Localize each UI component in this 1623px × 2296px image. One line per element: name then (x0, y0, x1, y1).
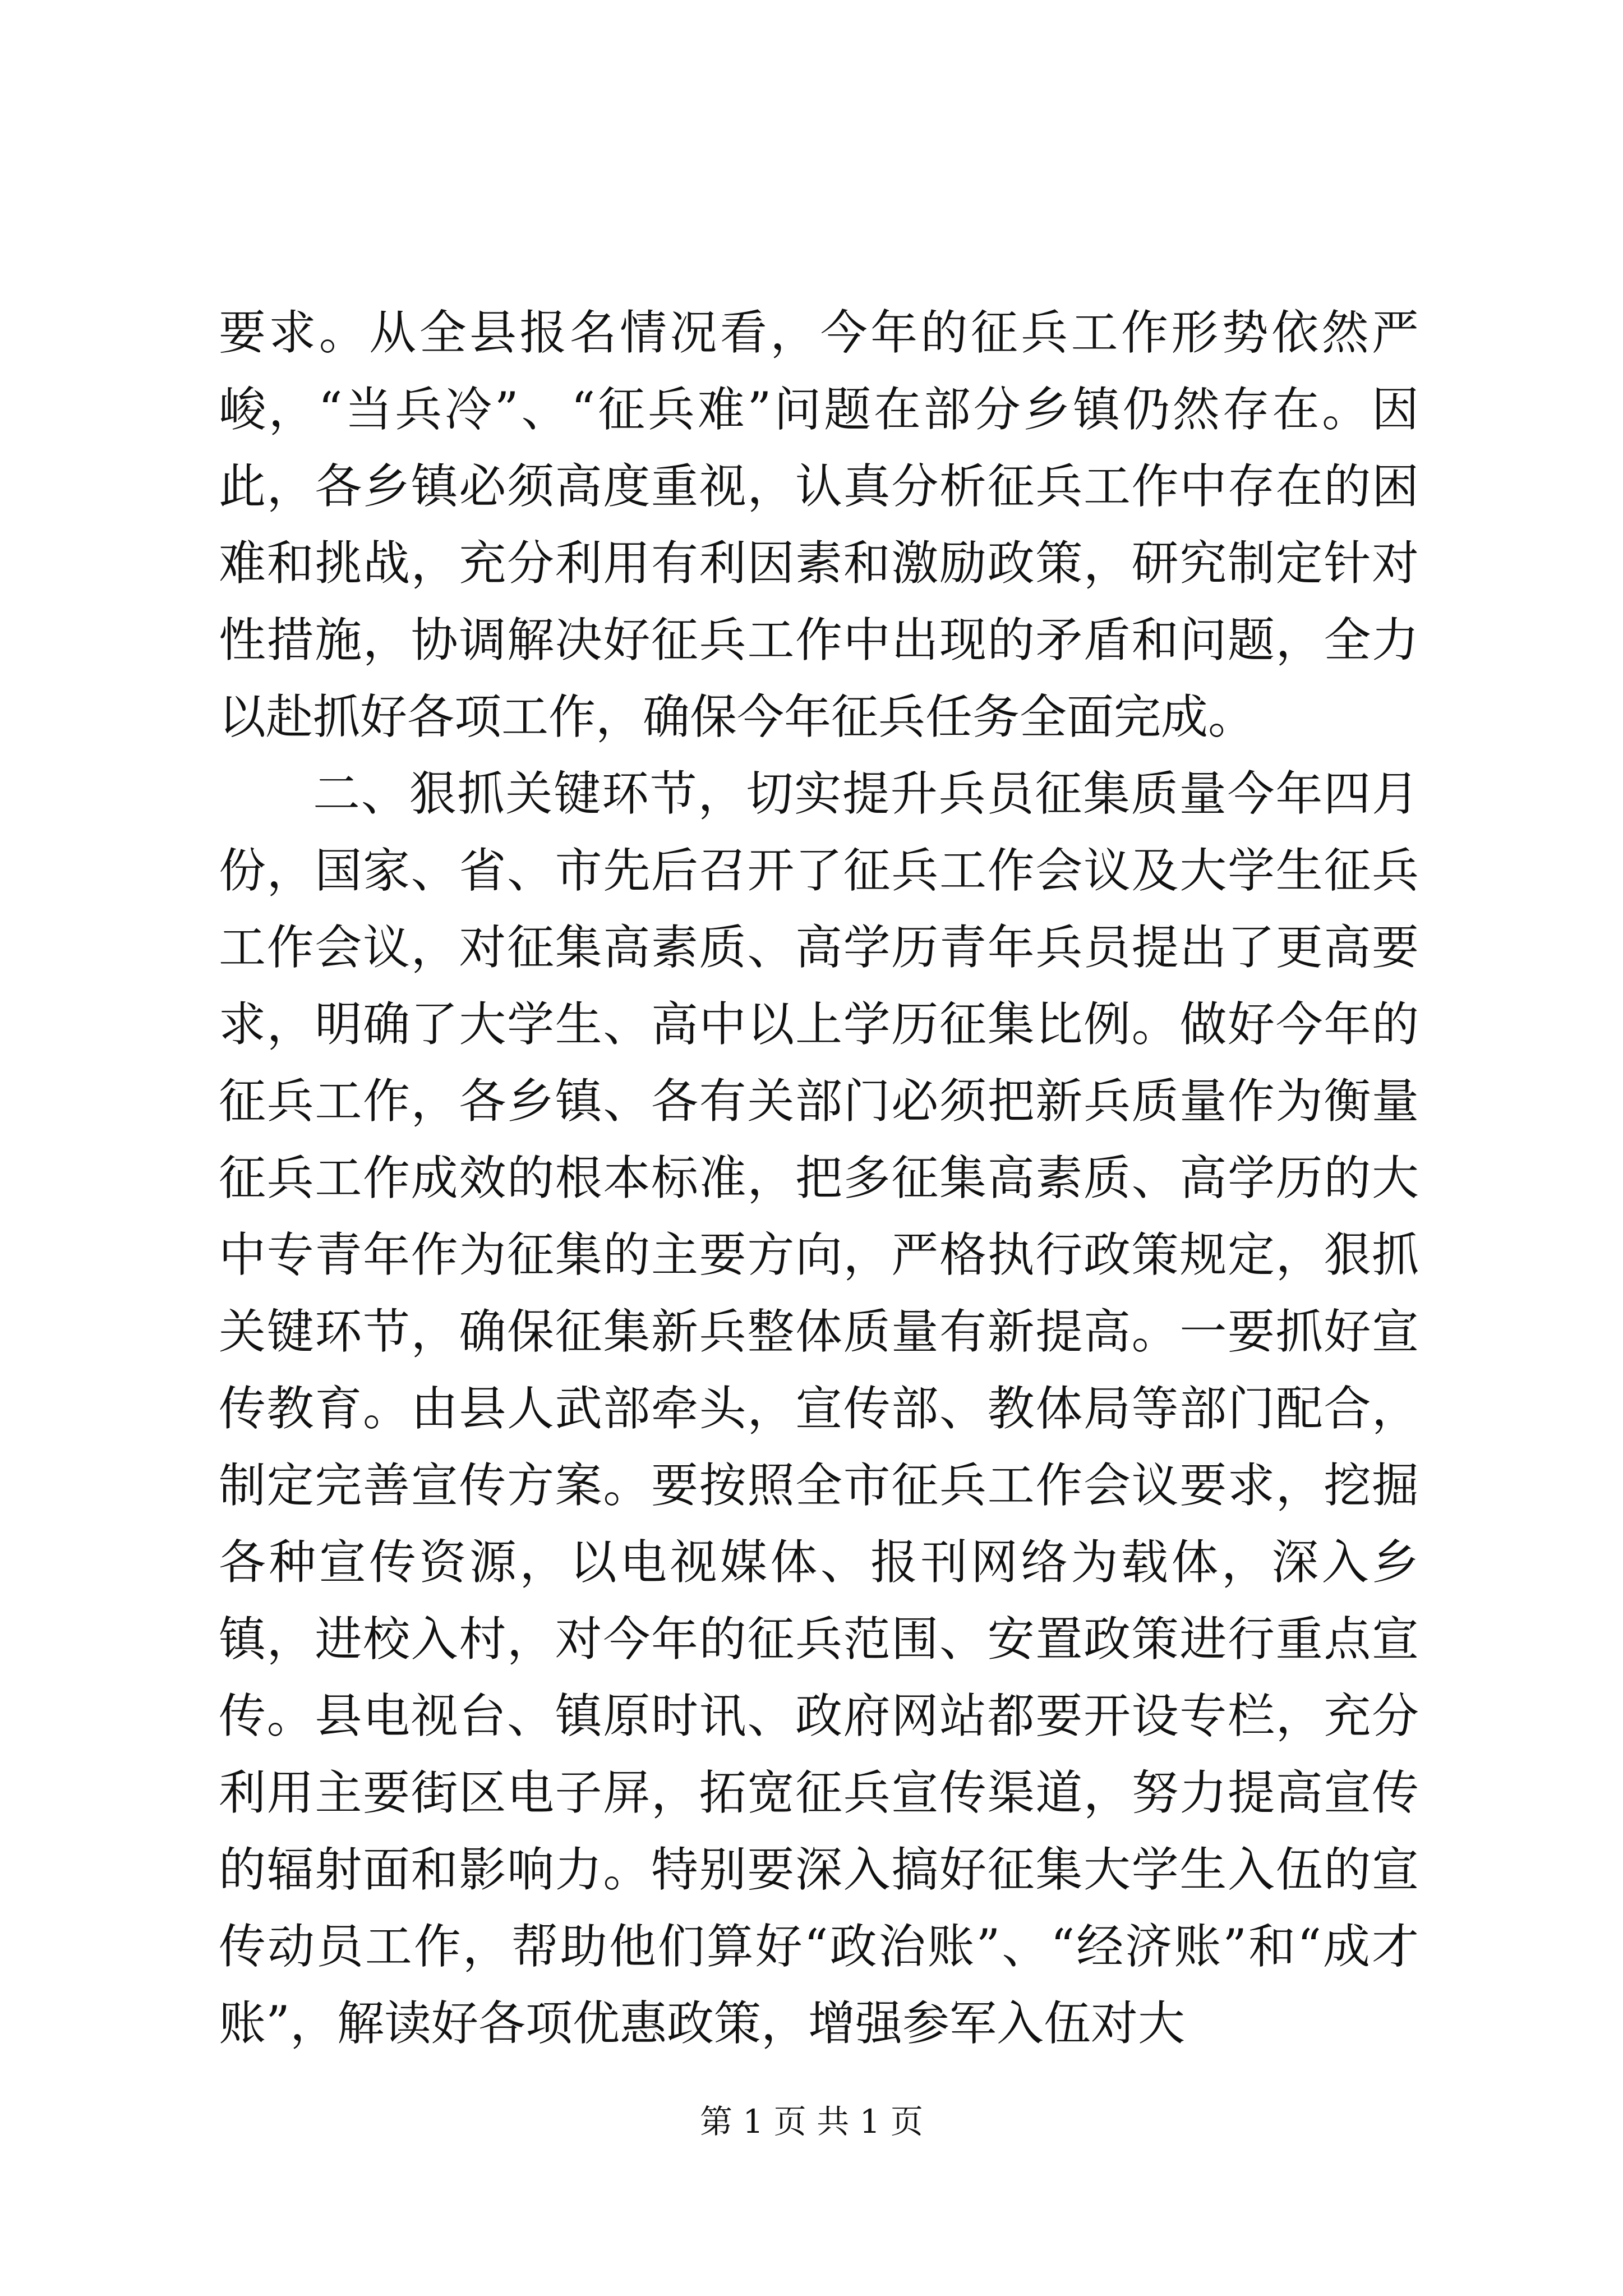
document-body (219, 295, 1419, 2062)
page-footer: 第 1 页 共 1 页 (700, 2102, 923, 2141)
paragraph-2: 二、狠抓关键环节，切实提升兵员征集质量今年四月份，国家、省、市先后召开了征兵工作会议及大学生征兵工作会议，对征集高素质、高学历青年兵员提出了更高要求，明确了大学生、高中以上学历征集比例。做好今年的征兵工作，各乡镇、各有关部门必须把新兵质量作为衡量征兵工作成效的根本标准，把多征集高素质、高学历的大中专青年作为征集的主要方向，严格执行政策规定，狠抓关键环节，确保征集新兵整体质量有新提高。一要抓好宣传教育。由县人武部牵头，宣传部、教体局等部门配合，制定完善宣传方案。要按照全市征兵工作会议要求，挖掘各种宣传资源，以电视媒体、报刊网络为载体，深入乡镇，进校入村，对今年的征兵范围、安置政策进行重点宣传。县电视台、镇原时讯、政府网站都要开设专栏，充分利用主要街区电子屏，拓宽征兵宣传渠道，努力提高宣传的辐射面和影响力。特别要深入搞好征集大学生入伍的宣传动员工作，帮助他们算好“政治账”、“经济账”和“成才账”，解读好各项优惠政策，增强参军入伍对大 (219, 766, 1419, 2051)
paragraph-1: 要求。从全县报名情况看，今年的征兵工作形势依然严峻，“当兵冷”、“征兵难”问题在部分乡镇仍然存在。因此，各乡镇必须高度重视，认真分析征兵工作中存在的困难和挑战，充分利用有利因素和激励政策，研究制定针对性措施，协调解决好征兵工作中出现的矛盾和问题，全力以赴抓好各项工作，确保今年征兵任务全面完成。 (219, 305, 1419, 744)
